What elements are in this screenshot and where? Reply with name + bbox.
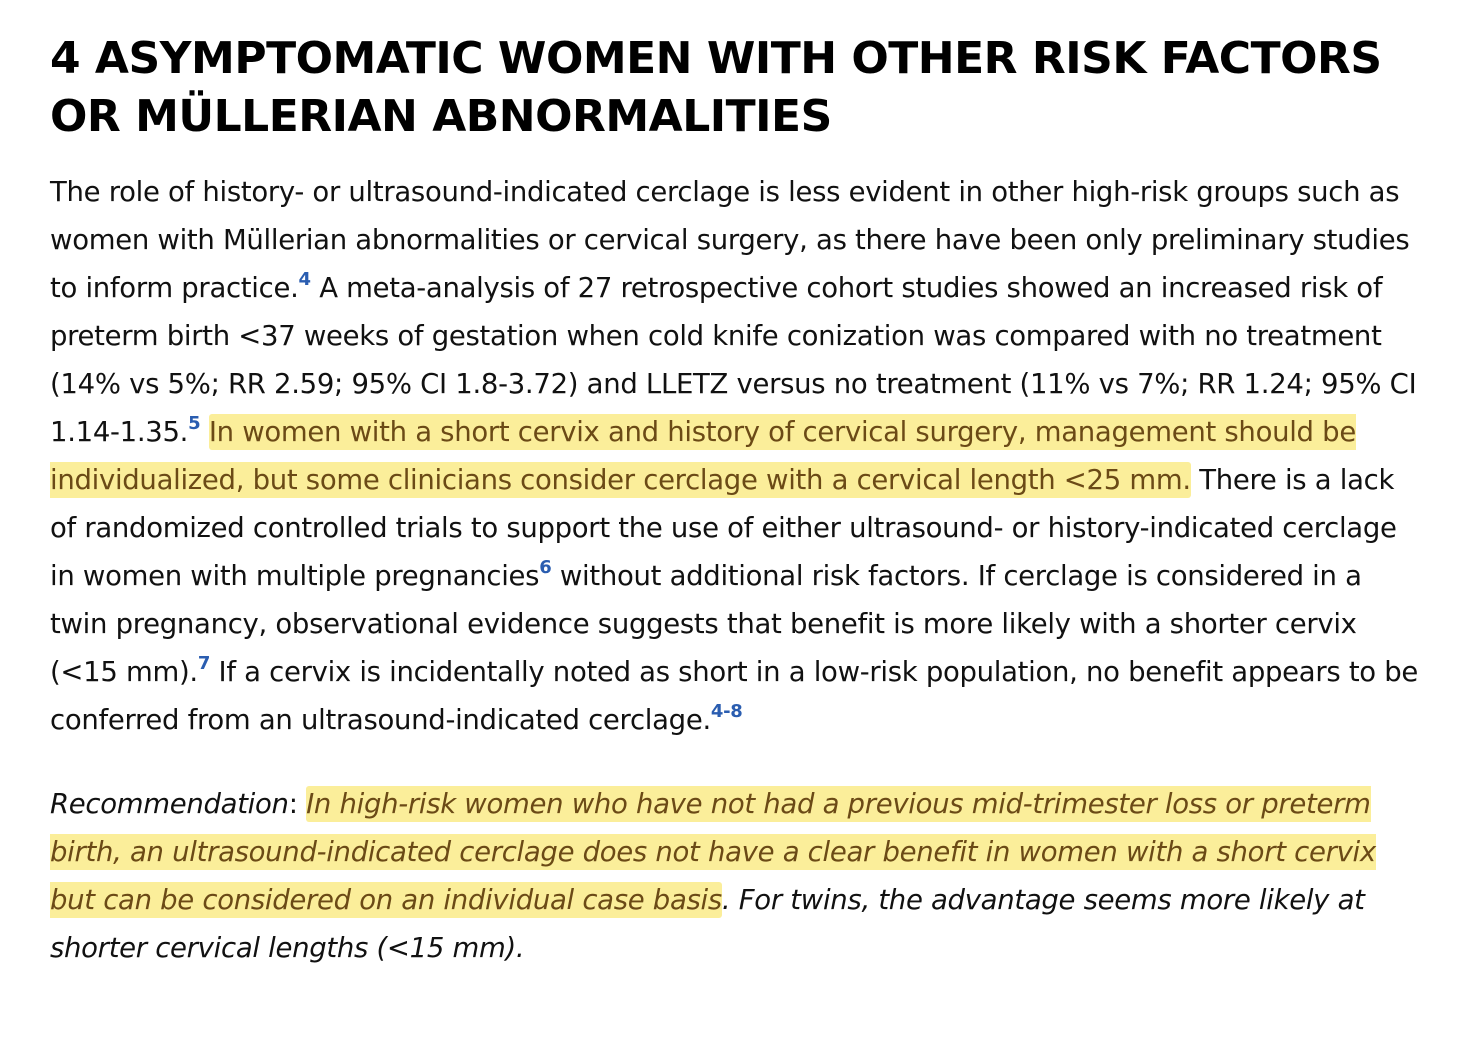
text-run: There is a lack of randomized controlled trials to support the use of either ultrasound- or history-indicated cerclage in women with multiple pregnancies — [50, 464, 1397, 592]
reference-link-6[interactable]: 6 — [539, 557, 552, 578]
section-heading: 4 ASYMPTOMATIC WOMEN WITH OTHER RISK FACTORS OR MÜLLERIAN ABNORMALITIES — [50, 33, 1382, 142]
reference-superscript — [198, 653, 210, 674]
text-run: For twins, the advantage seems more likely at shorter cervical lengths (<15 mm). — [50, 884, 1365, 964]
reference-superscript — [539, 557, 551, 578]
highlighted-recommendation[interactable]: In high-risk women who have not had a previous mid-trimester loss or preterm birth, an ultrasound-indicated cerclage does not have a clear benefit in women with a short cervix but can be considered on an individual case basis — [50, 788, 1376, 916]
reference-link-4-8[interactable]: 4-8 — [710, 701, 743, 722]
text-run: without additional risk factors. If cerclage is considered in a twin pregnancy, observational evidence suggests that benefit is more likely with a shorter cervix (<15 mm). — [50, 560, 1362, 688]
reference-link-4[interactable]: 4 — [298, 269, 311, 290]
text-run: If a cervix is incidentally noted as short in a low-risk population, no benefit appears to be conferred from an ultrasound-indicated cerclage. — [50, 656, 1419, 736]
text-run: The role of history- or ultrasound-indicated cerclage is less evident in other high-risk groups such as women with Müllerian abnormalities or cervical surgery, as there have been only preliminary studies to inform practice. — [50, 176, 1410, 304]
recommendation-label: Recommendation — [50, 788, 289, 820]
reference-superscript — [711, 701, 743, 722]
reference-link-7[interactable]: 7 — [197, 653, 211, 674]
reference-superscript — [299, 269, 311, 290]
body-paragraph — [50, 168, 1426, 744]
text-run: . — [721, 884, 731, 916]
reference-link-5[interactable]: 5 — [188, 413, 201, 434]
recommendation-colon: : — [288, 788, 307, 820]
text-run: A meta-analysis of 27 retrospective cohort studies showed an increased risk of preterm birth <37 weeks of gestation when cold knife conization was compared with no treatment (14% vs 5%; RR 2.59; 95% CI 1.8‐3.72) and LLETZ versus no treatment (11% vs 7%; RR 1.24; 95% CI 1.14‐1.35. — [50, 272, 1417, 448]
highlighted-text[interactable]: In women with a short cervix and history of cervical surgery, management should be individualized, but some clinicians consider cerclage with a cervical length <25 mm. — [50, 416, 1356, 496]
reference-superscript — [188, 413, 200, 434]
recommendation-paragraph — [50, 780, 1426, 972]
